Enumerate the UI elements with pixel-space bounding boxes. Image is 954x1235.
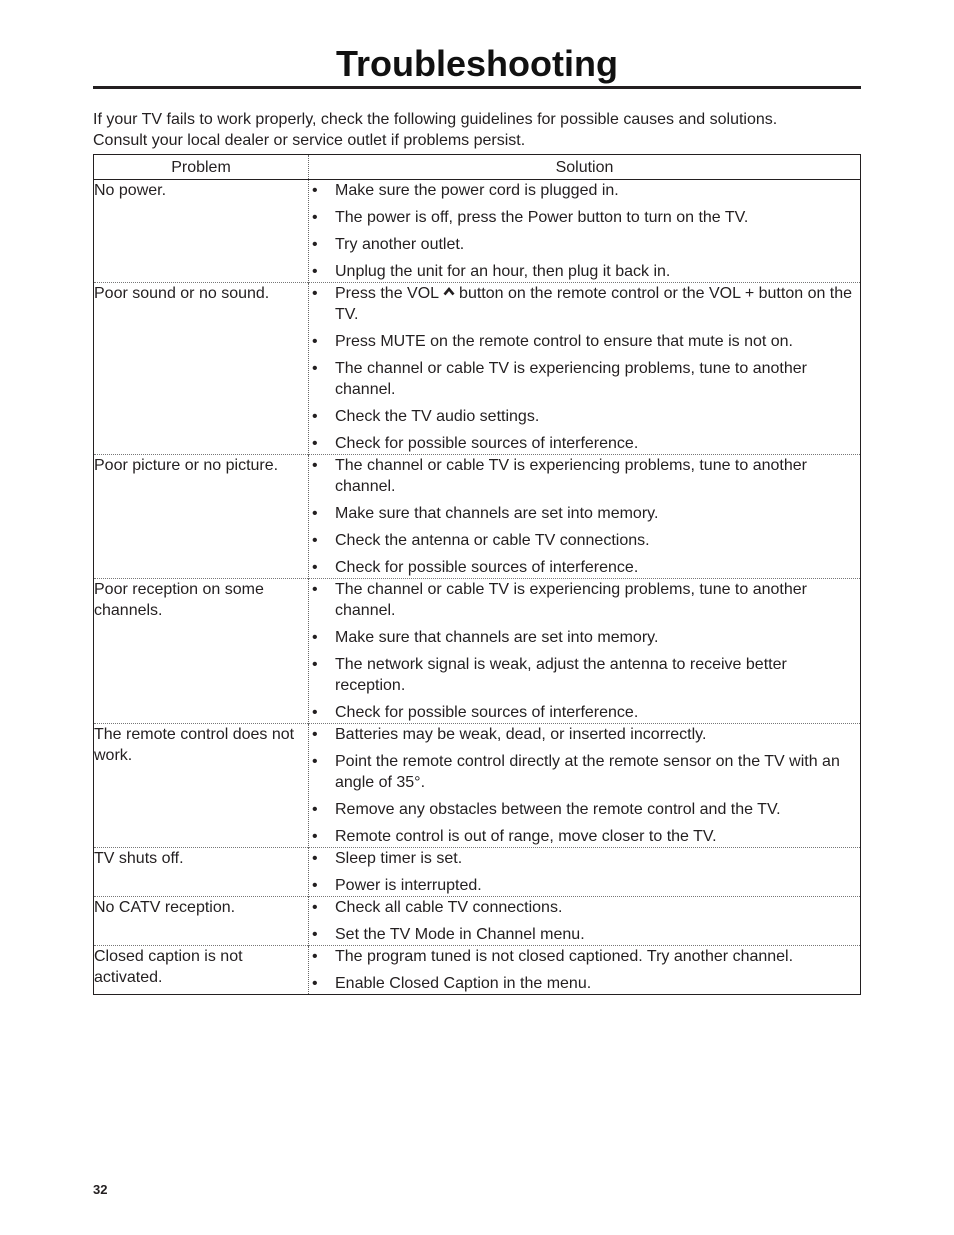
bullet: • [312,532,318,549]
solution-text: Make sure the power cord is plugged in. [335,182,619,199]
solution-cell [309,724,861,848]
solution-text: button on the remote control or the VOL + button on the TV. [335,285,853,323]
bullet: • [312,828,318,845]
intro-line-2: Consult your local dealer or service outlet if problems persist. [93,132,526,149]
troubleshooting-table [93,154,861,995]
solution-text: Batteries may be weak, dead, or inserted incorrectly. [335,726,707,743]
bullet: • [312,263,318,280]
bullet: • [312,877,318,894]
bullet: • [312,182,318,199]
problem-cell: Poor sound or no sound. [94,283,309,455]
page-number: 32 [93,1182,108,1197]
solution-list [309,180,860,282]
bullet: • [312,457,318,474]
list-item [309,579,860,621]
solution-cell [309,455,861,579]
bullet: • [312,581,318,598]
solution-text: Try another outlet. [335,236,465,253]
solution-text: The channel or cable TV is experiencing problems, tune to another channel. [335,581,807,619]
list-item [309,557,860,578]
problem-cell: No power. [94,180,309,283]
bullet: • [312,948,318,965]
solution-text: Check for possible sources of interference. [335,559,639,576]
problem-cell: Poor picture or no picture. [94,455,309,579]
solution-list [309,848,860,896]
solution-text: Remote control is out of range, move closer to the TV. [335,828,717,845]
bullet: • [312,801,318,818]
solution-list [309,946,860,994]
list-item [309,261,860,282]
solution-text: Check the TV audio settings. [335,408,540,425]
header-solution: Solution [309,155,861,180]
solution-text: The channel or cable TV is experiencing problems, tune to another channel. [335,457,807,495]
table-row [94,180,861,283]
bullet: • [312,209,318,226]
solution-text: Power is interrupted. [335,877,482,894]
solution-list [309,724,860,847]
bullet: • [312,559,318,576]
bullet: • [312,333,318,350]
list-item [309,946,860,967]
solution-text: The power is off, press the Power button to turn on the TV. [335,209,749,226]
solution-cell [309,579,861,724]
solution-text: Unplug the unit for an hour, then plug it back in. [335,263,671,280]
solution-text: Check for possible sources of interference. [335,435,639,452]
list-item [309,924,860,945]
list-item [309,234,860,255]
table-row [94,946,861,995]
bullet: • [312,753,318,770]
solution-cell [309,283,861,455]
bullet: • [312,435,318,452]
bullet: • [312,629,318,646]
list-item [309,207,860,228]
solution-text: Check all cable TV connections. [335,899,563,916]
list-item [309,455,860,497]
problem-cell: Closed caption is not activated. [94,946,309,995]
list-item [309,180,860,201]
page-title: Troubleshooting [336,43,618,84]
chevron-up-icon [443,285,455,297]
bullet: • [312,360,318,377]
table-body [94,180,861,995]
bullet: • [312,656,318,673]
list-item [309,503,860,524]
list-item [309,848,860,869]
solution-cell [309,946,861,995]
list-item [309,358,860,400]
solution-text: Press MUTE on the remote control to ensure that mute is not on. [335,333,793,350]
solution-text: Sleep timer is set. [335,850,463,867]
header-problem: Problem [94,155,309,180]
solution-text: Check for possible sources of interference. [335,704,639,721]
list-item [309,406,860,427]
list-item [309,897,860,918]
solution-text: Remove any obstacles between the remote control and the TV. [335,801,781,818]
list-item [309,433,860,454]
list-item [309,702,860,723]
solution-text: Press the VOL [335,285,440,302]
bullet: • [312,726,318,743]
list-item [309,875,860,896]
intro-line-1: If your TV fails to work properly, check the following guidelines for possible causes and solutions. [93,111,778,128]
solution-text: The channel or cable TV is experiencing problems, tune to another channel. [335,360,807,398]
title-underline [93,86,861,89]
solution-cell [309,848,861,897]
list-item [309,826,860,847]
solution-text: Set the TV Mode in Channel menu. [335,926,585,943]
solution-text: Check the antenna or cable TV connections. [335,532,650,549]
list-item [309,283,860,325]
table-row [94,455,861,579]
table-row [94,897,861,946]
problem-cell: TV shuts off. [94,848,309,897]
list-item [309,751,860,793]
bullet: • [312,285,318,302]
bullet: • [312,408,318,425]
list-item [309,627,860,648]
bullet: • [312,975,318,992]
problem-cell: No CATV reception. [94,897,309,946]
intro-text [93,109,861,151]
bullet: • [312,926,318,943]
solution-text: The network signal is weak, adjust the antenna to receive better reception. [335,656,787,694]
table-header-row [94,155,861,180]
solution-cell [309,897,861,946]
table-row [94,579,861,724]
list-item [309,799,860,820]
solution-text: The program tuned is not closed captioned. Try another channel. [335,948,794,965]
bullet: • [312,704,318,721]
solution-list [309,579,860,723]
solution-text: Make sure that channels are set into memory. [335,505,659,522]
table-row [94,724,861,848]
list-item [309,331,860,352]
bullet: • [312,236,318,253]
table-row [94,848,861,897]
list-item [309,973,860,994]
solution-list [309,897,860,945]
table-row [94,283,861,455]
bullet: • [312,899,318,916]
solution-text: Enable Closed Caption in the menu. [335,975,592,992]
solution-list [309,455,860,578]
solution-cell [309,180,861,283]
list-item [309,724,860,745]
bullet: • [312,505,318,522]
list-item [309,654,860,696]
solution-text: Make sure that channels are set into memory. [335,629,659,646]
solution-text: Point the remote control directly at the remote sensor on the TV with an angle of 35°. [335,753,840,791]
bullet: • [312,850,318,867]
list-item [309,530,860,551]
problem-cell: Poor reception on some channels. [94,579,309,724]
solution-list [309,283,860,454]
problem-cell: The remote control does not work. [94,724,309,848]
